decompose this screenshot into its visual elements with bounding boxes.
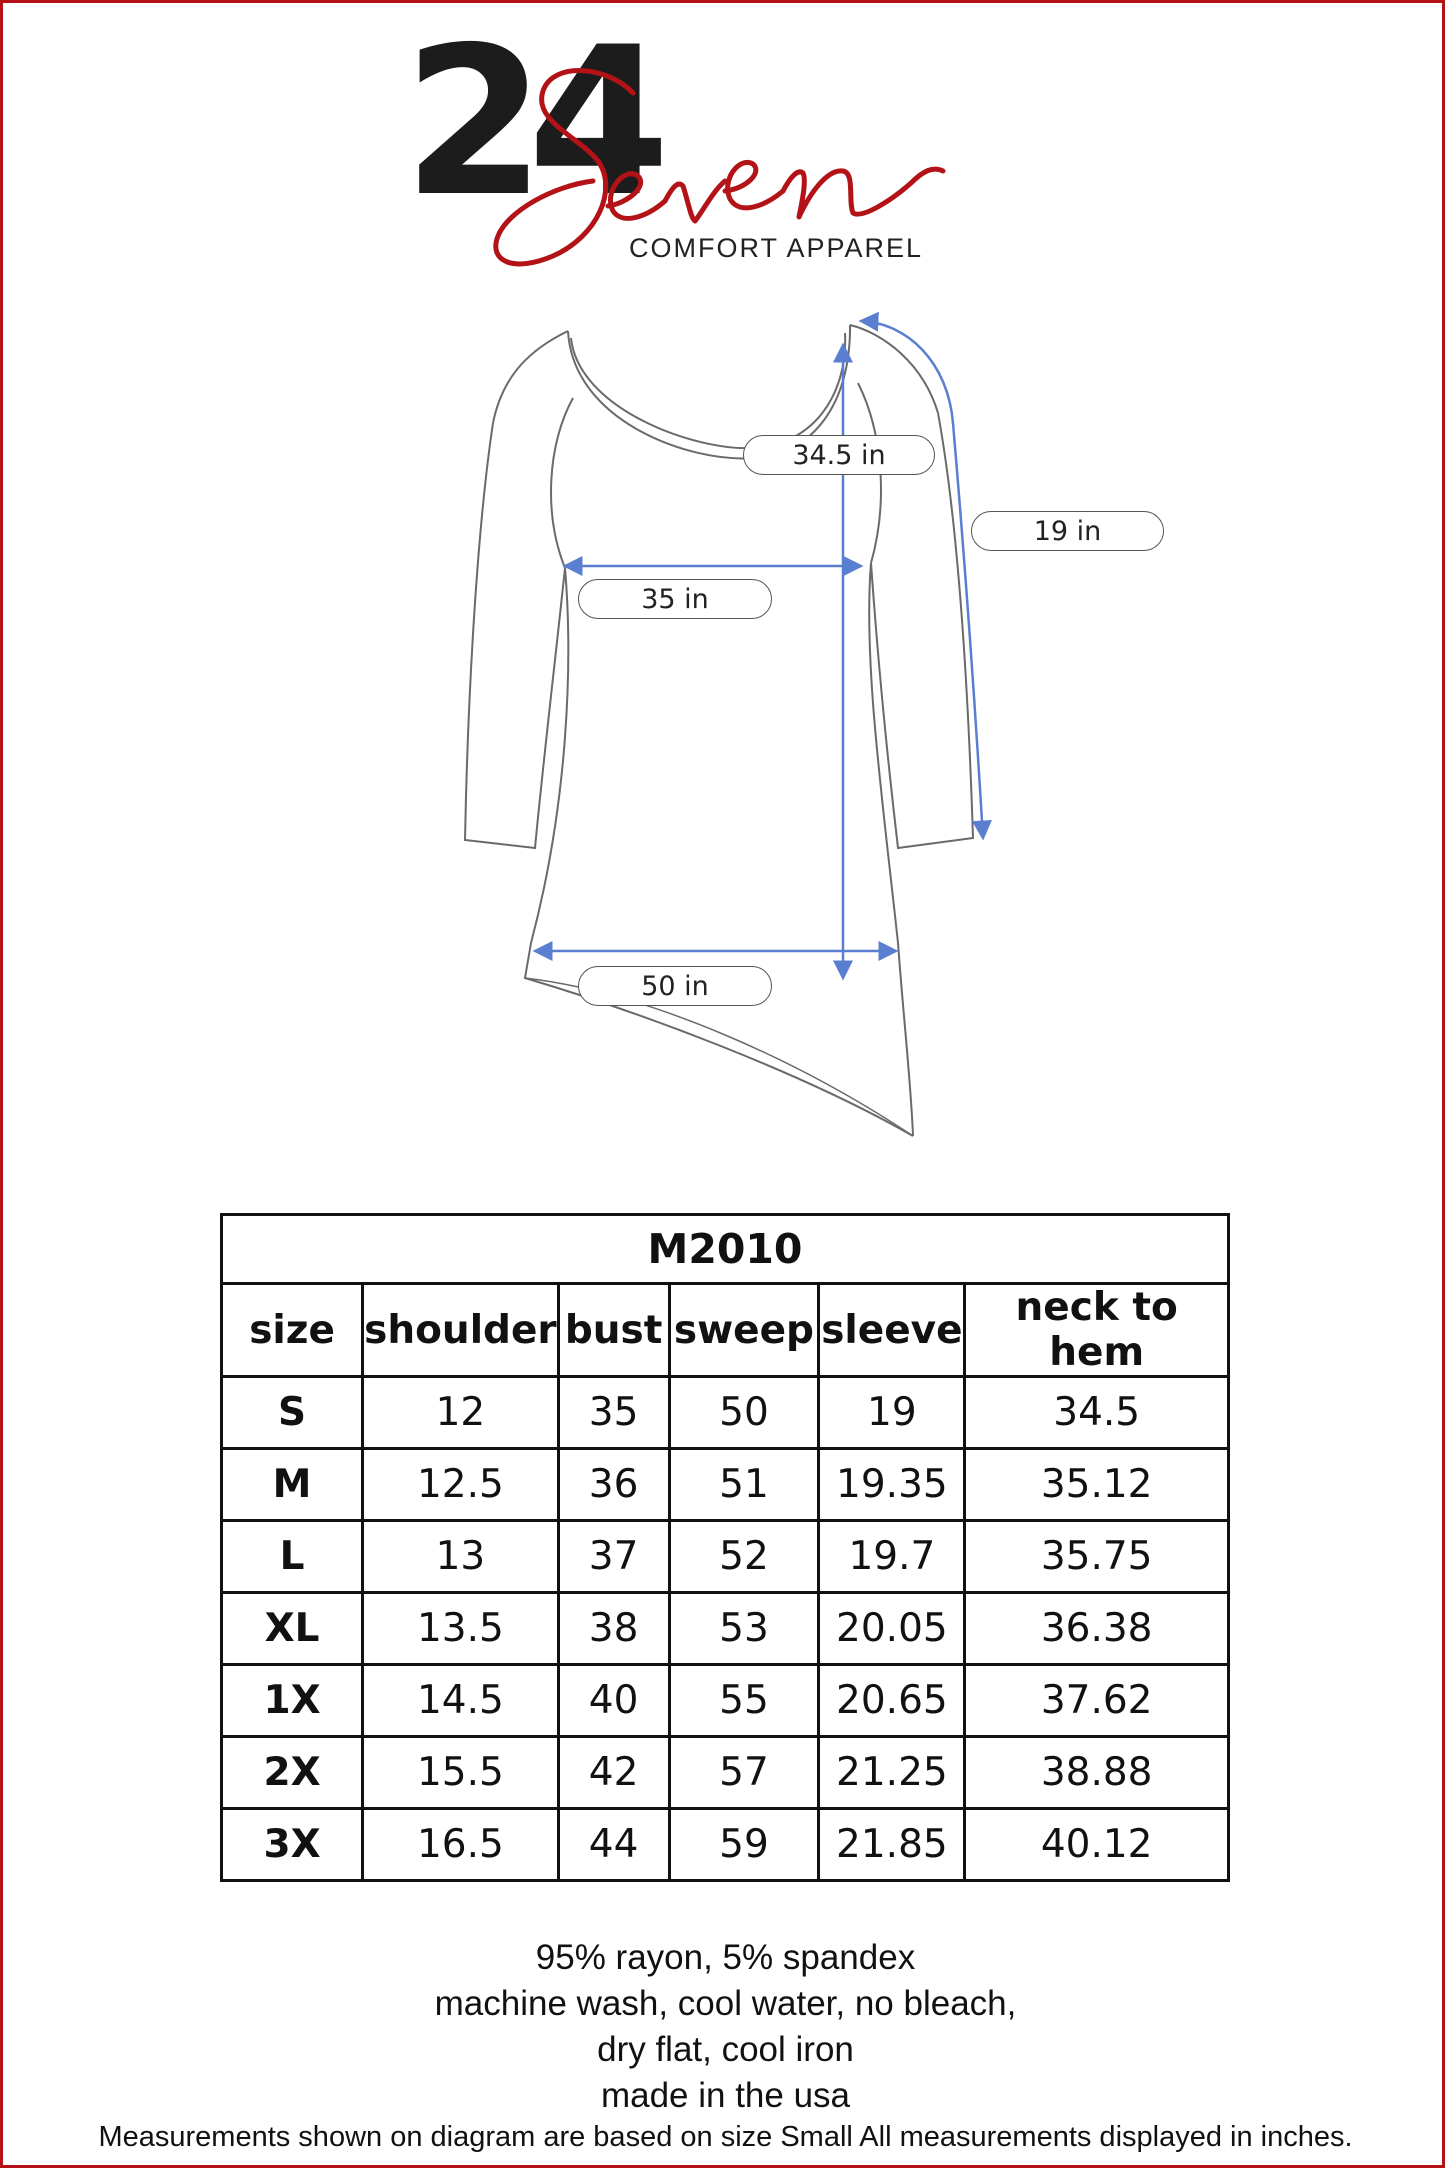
value-cell: 19.35 [819, 1449, 965, 1521]
left-body-side [531, 568, 568, 943]
column-header-sweep: sweep [669, 1284, 819, 1377]
garment-illustration [3, 303, 1445, 1153]
left-armhole [551, 398, 573, 568]
size-cell: 3X [222, 1809, 363, 1881]
value-cell: 13 [363, 1521, 559, 1593]
value-cell: 38.88 [965, 1737, 1229, 1809]
neckline-inner [571, 333, 845, 448]
column-header-size: size [222, 1284, 363, 1377]
logo-number: 24 [403, 4, 653, 242]
neck-to-hem-label: 34.5 in [743, 435, 935, 475]
table-row [222, 1593, 1229, 1665]
dry-instructions: dry flat, cool iron [597, 2030, 854, 2069]
value-cell: 21.25 [819, 1737, 965, 1809]
origin: made in the usa [600, 2076, 851, 2115]
wash-instructions: machine wash, cool water, no bleach, [434, 1984, 1017, 2023]
value-cell: 14.5 [363, 1665, 559, 1737]
value-cell: 20.05 [819, 1593, 965, 1665]
size-cell: 2X [222, 1737, 363, 1809]
value-cell: 40 [558, 1665, 669, 1737]
sleeve-label: 19 in [971, 511, 1164, 551]
size-cell: M [222, 1449, 363, 1521]
table-header-row [222, 1284, 1229, 1377]
value-cell: 44 [558, 1809, 669, 1881]
value-cell: 59 [669, 1809, 819, 1881]
value-cell: 52 [669, 1521, 819, 1593]
logo-script-seven [403, 4, 1083, 311]
table-row [222, 1449, 1229, 1521]
bust-label: 35 in [578, 579, 772, 619]
logo-tagline: COMFORT APPAREL [629, 233, 924, 263]
table-row [222, 1521, 1229, 1593]
value-cell: 21.85 [819, 1809, 965, 1881]
value-cell: 40.12 [965, 1809, 1229, 1881]
value-cell: 55 [669, 1665, 819, 1737]
brand-logo [403, 4, 1083, 311]
value-cell: 50 [669, 1377, 819, 1449]
value-cell: 36.38 [965, 1593, 1229, 1665]
value-cell: 34.5 [965, 1377, 1229, 1449]
value-cell: 13.5 [363, 1593, 559, 1665]
left-shoulder [493, 331, 568, 423]
value-cell: 16.5 [363, 1809, 559, 1881]
table-row [222, 1737, 1229, 1809]
fabric-content: 95% rayon, 5% spandex [535, 1938, 916, 1977]
right-body-side [869, 563, 913, 1136]
value-cell: 35 [558, 1377, 669, 1449]
table-row [222, 1377, 1229, 1449]
column-header-neck-to-hem: neck to hem [965, 1284, 1229, 1377]
value-cell: 36 [558, 1449, 669, 1521]
value-cell: 38 [558, 1593, 669, 1665]
value-cell: 37.62 [965, 1665, 1229, 1737]
garment-diagram [3, 303, 1445, 1153]
left-sleeve [465, 423, 565, 848]
column-header-shoulder: shoulder [363, 1284, 559, 1377]
table-row [222, 1665, 1229, 1737]
size-table [220, 1213, 1230, 1882]
value-cell: 35.12 [965, 1449, 1229, 1521]
size-cell: S [222, 1377, 363, 1449]
sleeve-arrow [861, 321, 983, 838]
measurement-note: Measurements shown on diagram are based on size Small All measurements displayed in inches. [98, 2121, 1353, 2153]
value-cell: 53 [669, 1593, 819, 1665]
value-cell: 42 [558, 1737, 669, 1809]
value-cell: 37 [558, 1521, 669, 1593]
value-cell: 15.5 [363, 1737, 559, 1809]
right-shoulder [850, 325, 938, 413]
value-cell: 35.75 [965, 1521, 1229, 1593]
size-cell: XL [222, 1593, 363, 1665]
table-body [222, 1377, 1229, 1881]
value-cell: 19.7 [819, 1521, 965, 1593]
table-title: M2010 [222, 1215, 1229, 1284]
value-cell: 12 [363, 1377, 559, 1449]
value-cell: 20.65 [819, 1665, 965, 1737]
table-row [222, 1809, 1229, 1881]
column-header-bust: bust [558, 1284, 669, 1377]
value-cell: 12.5 [363, 1449, 559, 1521]
size-cell: 1X [222, 1665, 363, 1737]
size-cell: L [222, 1521, 363, 1593]
value-cell: 19 [819, 1377, 965, 1449]
value-cell: 57 [669, 1737, 819, 1809]
value-cell: 51 [669, 1449, 819, 1521]
sweep-label: 50 in [578, 966, 772, 1006]
column-header-sleeve: sleeve [819, 1284, 965, 1377]
care-instructions [3, 1935, 1445, 2119]
